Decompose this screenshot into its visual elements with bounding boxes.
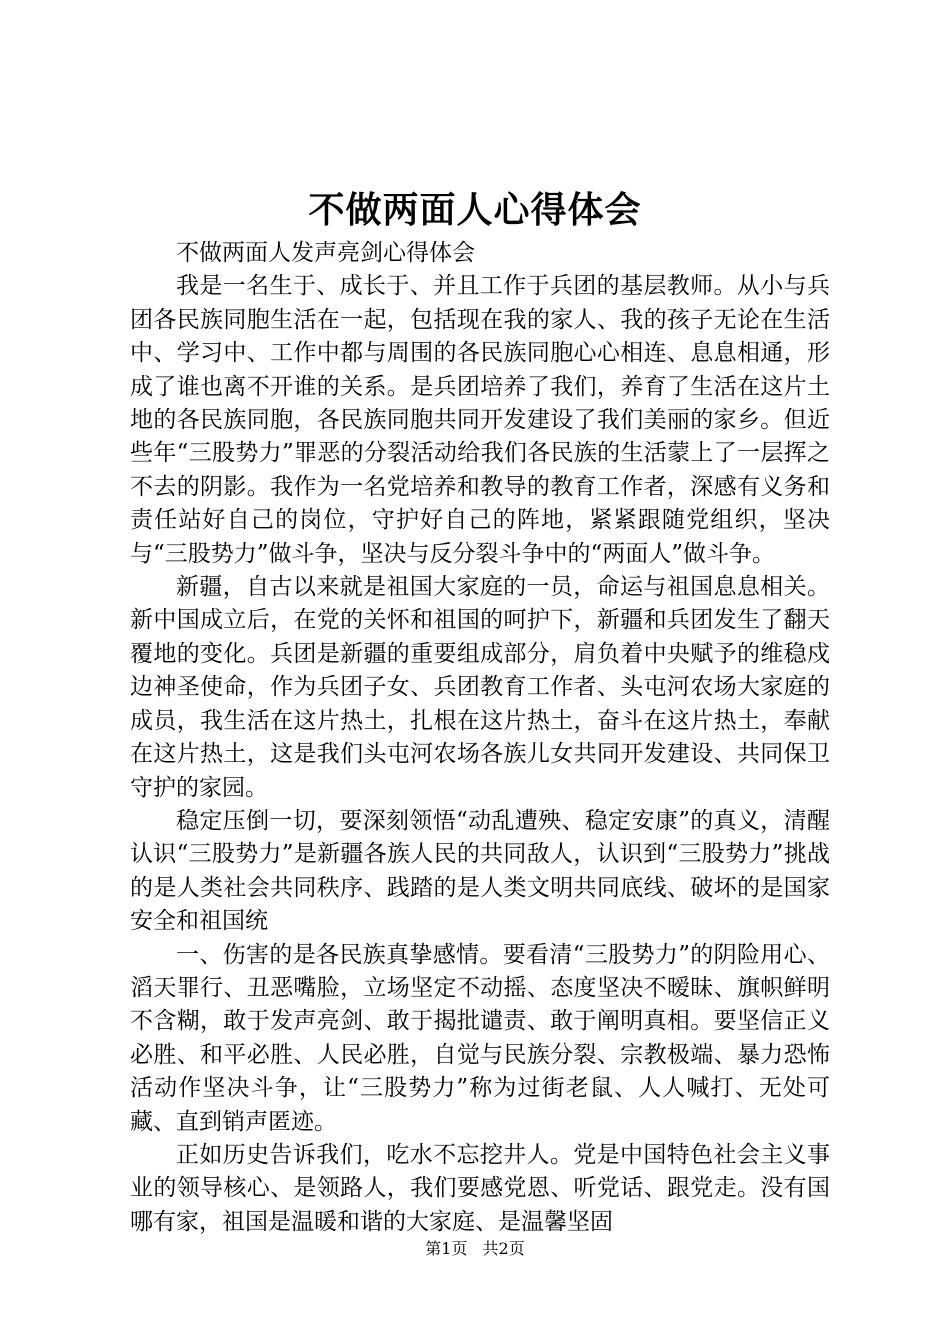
page-total: 共2页 (482, 1239, 525, 1258)
paragraph: 我是一名生于、成长于、并且工作于兵团的基层教师。从小与兵团各民族同胞生活在一起，包括现在我的家人、我的孩子无论在生活中、学习中、工作中都与周围的各民族同胞心心相连、息息相通，形成了谁也离不开谁的关系。是兵团培养了我们，养育了生活在这片土地的各民族同胞，各民族同胞共同开发建设了我们美丽的家乡。但近些年“三股势力”罪恶的分裂活动给我们各民族的生活蒙上了一层挥之不去的阴影。我作为一名党培养和教导的教育工作者，深感有义务和责任站好自己的岗位，守护好自己的阵地，紧紧跟随党组织，坚决与“三股势力”做斗争，坚决与反分裂斗争中的“两面人”做斗争。 (130, 273, 830, 567)
page-footer (0, 1238, 950, 1260)
paragraph: 新疆，自古以来就是祖国大家庭的一员，命运与祖国息息相关。新中国成立后，在党的关怀和祖国的呵护下，新疆和兵团发生了翻天覆地的变化。兵团是新疆的重要组成部分，肩负着中央赋予的维稳戍边神圣使命，作为兵团子女、兵团教育工作者、头屯河农场大家庭的成员，我生活在这片热土，扎根在这片热土，奋斗在这片热土，奉献在这片热土，这是我们头屯河农场各族儿女共同开发建设、共同保卫守护的家园。 (130, 574, 830, 801)
paragraph: 稳定压倒一切，要深刻领悟“动乱遭殃、稳定安康”的真义，清醒认识“三股势力”是新疆各族人民的共同敌人，认识到“三股势力”挑战的是人类社会共同秩序、践踏的是人类文明共同底线、破坏的是国家安全和祖国统 (130, 807, 830, 935)
document-subtitle: 不做两面人发声亮剑心得体会 (176, 240, 475, 266)
document-title: 不做两面人心得体会 (308, 189, 642, 231)
document-body (130, 237, 830, 1239)
paragraph: 正如历史告诉我们，吃水不忘挖井人。党是中国特色社会主义事业的领导核心、是领路人，我们要感党恩、听党话、跟党走。没有国哪有家，祖国是温暖和谐的大家庭、是温馨坚固 (130, 1141, 830, 1235)
page-number: 第1页 (425, 1239, 468, 1258)
paragraph: 一、伤害的是各民族真挚感情。要看清“三股势力”的阴险用心、滔天罪行、丑恶嘴脸，立场坚定不动摇、态度坚决不暧昧、旗帜鲜明不含糊，敢于发声亮剑、敢于揭批谴责、敢于阐明真相。要坚信正义必胜、和平必胜、人民必胜，自觉与民族分裂、宗教极端、暴力恐怖活动作坚决斗争，让“三股势力”称为过街老鼠、人人喊打、无处可藏、直到销声匿迹。 (130, 941, 830, 1135)
